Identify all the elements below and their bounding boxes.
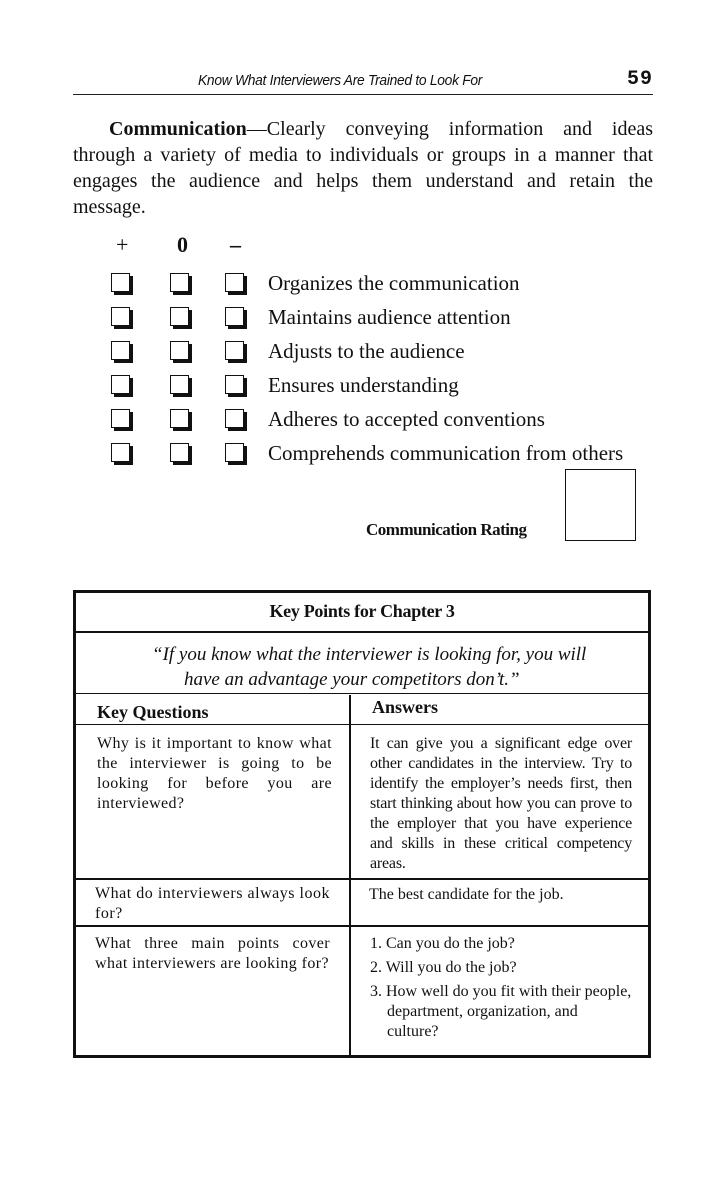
key-points-title: Key Points for Chapter 3 (76, 593, 648, 633)
checkbox-minus[interactable] (225, 273, 244, 292)
key-points-box (73, 590, 651, 1058)
column-divider (349, 695, 351, 1058)
quote-line-2: have an advantage your competitors don’t.” (184, 669, 520, 690)
row-divider (76, 878, 648, 880)
checkbox-minus[interactable] (225, 341, 244, 360)
table-header-row (76, 695, 648, 725)
answer-cell: It can give you a significant edge over other candidates in the interview. Try to identify the employer’s needs first, then start thinking about how you can prove to the employer that you have experience and skills in these critical competency areas. (370, 735, 632, 872)
checkbox-minus[interactable] (225, 375, 244, 394)
running-header-title: Know What Interviewers Are Trained to Look For (198, 72, 483, 89)
checkbox-plus[interactable] (111, 273, 130, 292)
checklist-label: Adjusts to the audience (268, 339, 465, 363)
checklist-label: Maintains audience attention (268, 305, 511, 329)
rating-input-box[interactable] (565, 469, 636, 541)
checkbox-minus[interactable] (225, 307, 244, 326)
checklist-row (0, 303, 728, 337)
communication-definition (73, 116, 653, 220)
checklist-label: Comprehends communication from others (268, 441, 624, 465)
checkbox-plus[interactable] (111, 341, 130, 360)
checklist-row (0, 371, 728, 405)
answer-list (370, 934, 632, 1046)
column-header-answers: Answers (372, 697, 438, 717)
answer-list-item: 3. How well do you fit with their people, department, organization, and culture? (370, 983, 632, 1040)
checkbox-zero[interactable] (170, 443, 189, 462)
checkbox-zero[interactable] (170, 307, 189, 326)
key-points-quote (76, 633, 648, 694)
checklist-row (0, 439, 728, 473)
scale-plus-heading: + (116, 232, 129, 257)
checklist-row (0, 337, 728, 371)
answer-cell: The best candidate for the job. (369, 886, 564, 903)
answer-list-item: 1. Can you do the job? (370, 935, 515, 952)
checkbox-zero[interactable] (170, 273, 189, 292)
checkbox-plus[interactable] (111, 409, 130, 428)
checkbox-plus[interactable] (111, 375, 130, 394)
checklist-label: Adheres to accepted conventions (268, 407, 545, 431)
checkbox-zero[interactable] (170, 375, 189, 394)
definition-text: —Clearly conveying information and ideas through a variety of media to individuals or groups in a manner that engages the audience and helps them understand and retain the message. (73, 118, 653, 218)
checkbox-minus[interactable] (225, 409, 244, 428)
question-cell: Why is it important to know what the interviewer is going to be looking for before you are interviewed? (97, 735, 332, 812)
scale-minus-heading: – (230, 232, 241, 257)
checklist-row (0, 405, 728, 439)
rating-label: Communication Rating (366, 520, 527, 539)
answer-list-item: 2. Will you do the job? (370, 959, 517, 976)
question-cell: What do interviewers always look for? (95, 885, 330, 922)
checklist-label: Ensures understanding (268, 373, 459, 397)
checklist-row (0, 269, 728, 303)
definition-term: Communication (109, 118, 247, 140)
checkbox-minus[interactable] (225, 443, 244, 462)
running-header (73, 66, 653, 95)
checkbox-plus[interactable] (111, 443, 130, 462)
checkbox-zero[interactable] (170, 341, 189, 360)
checklist-label: Organizes the communication (268, 271, 520, 295)
column-header-questions: Key Questions (97, 702, 209, 722)
quote-line-1: “If you know what the interviewer is looking for, you will (152, 644, 587, 665)
page-number: 59 (626, 68, 653, 91)
checkbox-plus[interactable] (111, 307, 130, 326)
question-cell: What three main points cover what interviewers are looking for? (95, 935, 330, 972)
row-divider (76, 925, 648, 927)
checkbox-zero[interactable] (170, 409, 189, 428)
scale-zero-heading: 0 (177, 232, 188, 257)
